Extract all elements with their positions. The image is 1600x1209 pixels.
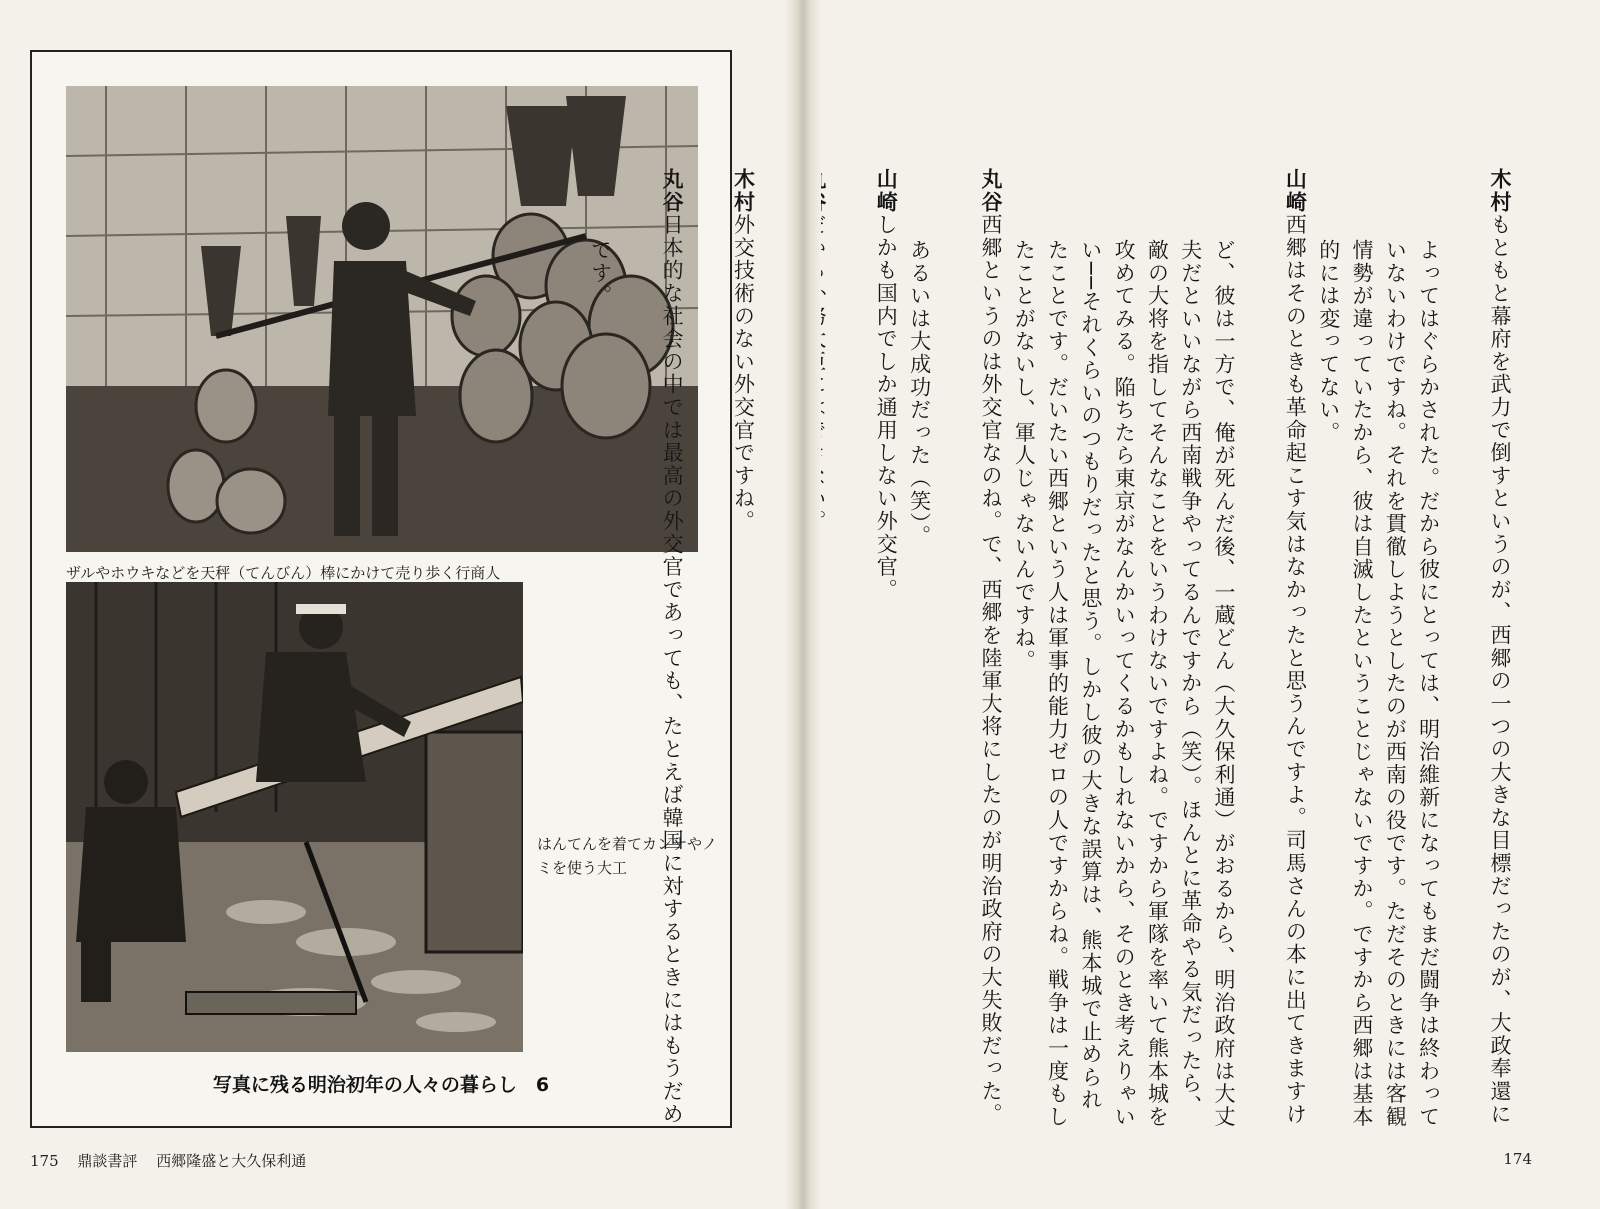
speaker-name: 丸谷 — [978, 168, 1003, 214]
series-title: 鼎談書評 — [77, 1152, 138, 1170]
dialogue-line: 外交技術のない外交官ですね。 — [731, 213, 756, 533]
dialogue-entry — [1007, 168, 1311, 1133]
dialogue-entry — [831, 168, 902, 1133]
dialogue-line: 日本的な社会の中では最高の外交官であっても、たとえば韓国に対するときにはもうだめです。 — [588, 213, 685, 1126]
dialogue-entry — [583, 168, 688, 1133]
speaker-name: 山崎 — [1283, 168, 1308, 214]
right-page-number: 174 — [1503, 1150, 1532, 1168]
left-page-footer — [30, 1150, 320, 1171]
dialogue-entry — [1311, 168, 1516, 1133]
chapter-title: 西郷隆盛と大久保利通 — [156, 1152, 307, 1170]
speaker-name: 丸谷 — [660, 168, 685, 214]
carpenter-photo — [66, 582, 523, 1052]
dialogue-entry — [688, 168, 759, 1133]
dialogue-line: 西郷というのは外交官なのね。で、西郷を陸軍大将にしたのが明治政府の大失敗だった。あるいは大成功だった（笑）。 — [907, 213, 1003, 1126]
speaker-name: 木村 — [1488, 168, 1512, 214]
carpenter-photo-caption: はんてんを着てカンナやノミを使う大工 — [537, 835, 718, 877]
photo-series-title: 写真に残る明治初年の人々の暮らし 6 — [212, 1074, 550, 1096]
speaker-name: 木村 — [731, 168, 756, 214]
peddler-photo-caption: ザルやホウキなどを天秤（てんびん）棒にかけて売り歩く行商人 — [66, 564, 501, 582]
dialogue-line: もともと幕府を武力で倒すというのが、西郷の一つの大きな目標だったのが、大政奉還によってはぐらかされた。だから彼にとっては、明治維新になってもまだ闘争は終わっていないわけですね。それを貫徹しようとしたのが西南の役です。ただそのときには客観情勢が違っていたから、彼は自滅したということじゃないですか。ですから西郷は基本的には変ってない。 — [1316, 213, 1512, 1129]
speaker-name: 山崎 — [874, 168, 899, 214]
book-gutter — [785, 0, 821, 1209]
dialogue-line: 西郷はそのときも革命起こす気はなかったと思うんですよ。司馬さんの本に出てきますけど、彼は一方で、俺が死んだ後、一蔵どん（大久保利通）がおるから、明治政府は大丈夫だといいながら西南戦争やってるんですから（笑）。ほんとに革命やる気だったら、敵の大将を指してそんなことをいうわけないですよね。ですから軍隊を率いて熊本城を攻めてみる。陥ちたら東京がなんかいってくるかもしれないから、そのとき考えりゃいい──それくらいのつもりだったと思う。しかし彼の大きな誤算は、熊本城で止められたことです。だいたい西郷という人は軍事的能力ゼロの人ですからね。戦争は一度もしたことがないし、軍人じゃないんですね。 — [1012, 213, 1308, 1129]
left-page-number: 175 — [30, 1152, 59, 1170]
dialogue-entry — [902, 168, 1007, 1133]
dialogue-line: しかも国内でしか通用しない外交官。 — [874, 213, 899, 602]
